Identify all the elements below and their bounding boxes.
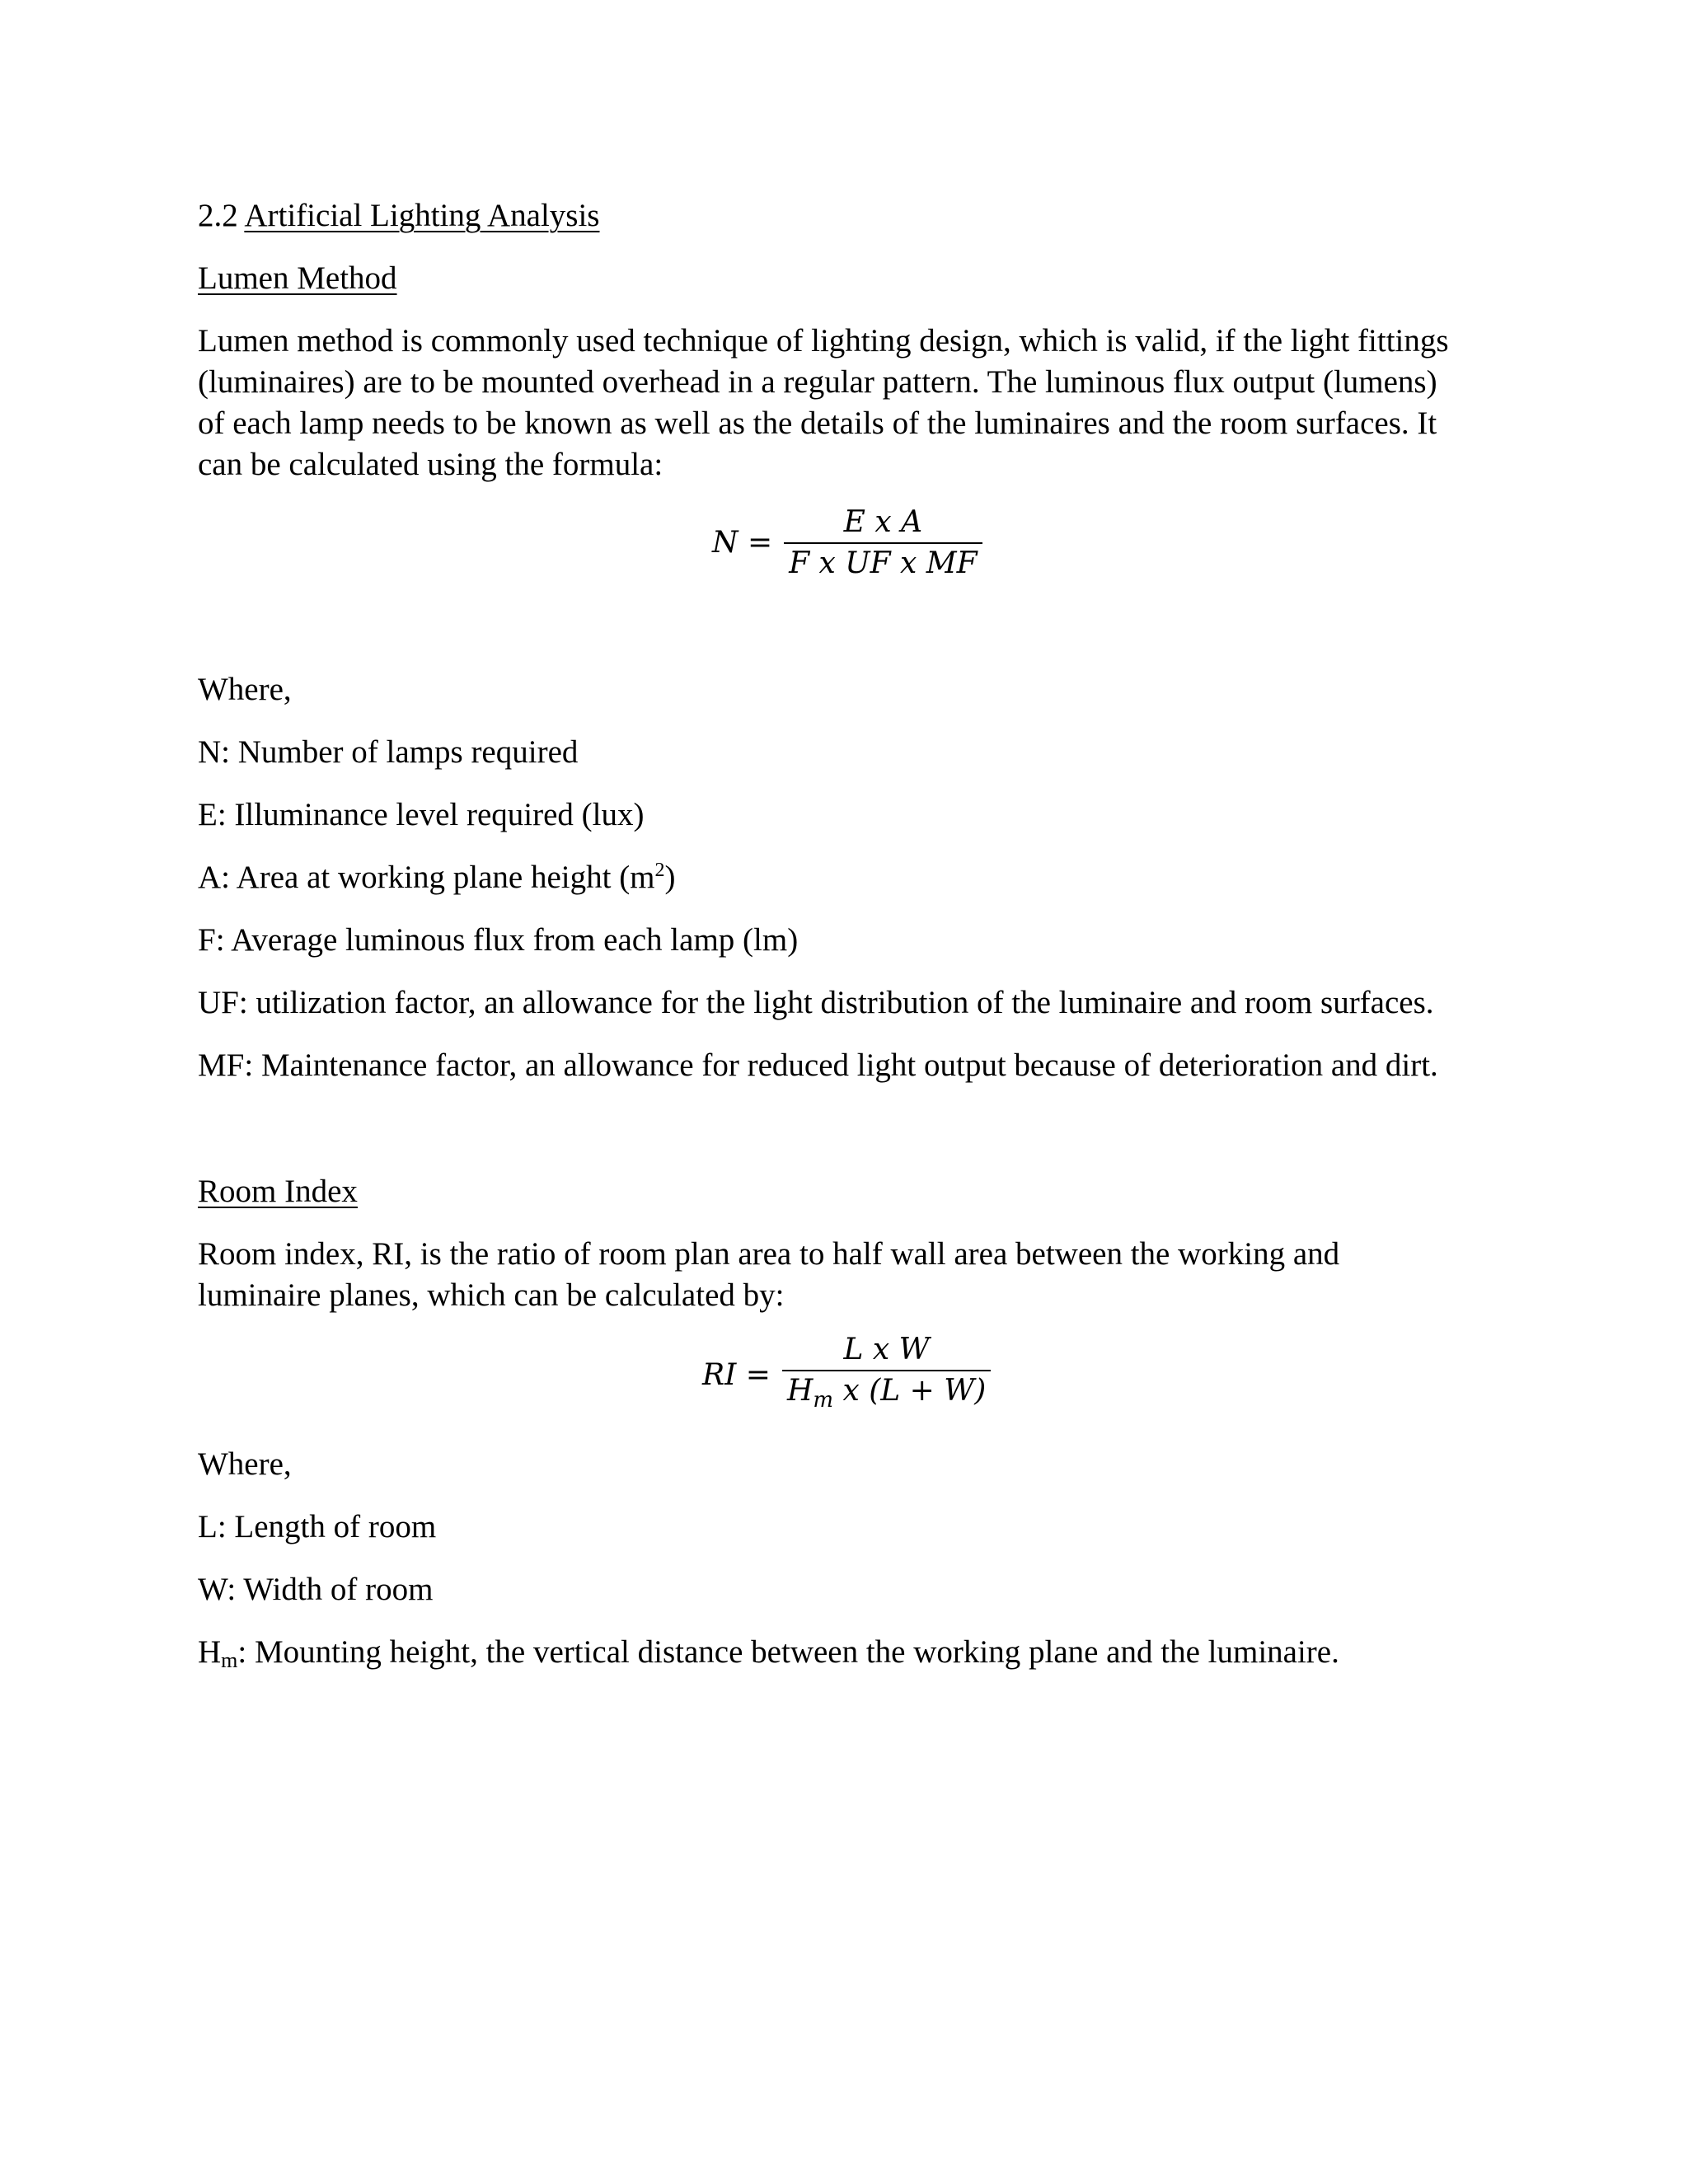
definition-uf: UF: utilization factor, an allowance for the light distribution of the luminaire and room surfaces. [198,985,1434,1020]
formula-lhs: N = [712,526,773,560]
paragraph-line: Lumen method is commonly used technique of lighting design, which is valid, if the light fittings [198,323,1449,359]
formula-lhs: RI = [702,1357,771,1392]
section-title-text: Artificial Lighting Analysis [244,198,600,233]
lumen-method-heading: Lumen Method [198,260,397,296]
room-index-heading: Room Index [198,1174,358,1209]
formula-fraction [782,1330,991,1420]
definition-f: F: Average luminous flux from each lamp (lm) [198,922,799,958]
section-number: 2.2 [198,198,238,233]
definition-mf: MF: Maintenance factor, an allowance for reduced light output because of deterioration and dirt. [198,1047,1438,1083]
paragraph-line: (luminaires) are to be mounted overhead in a regular pattern. The luminous flux output (lumens) [198,364,1437,400]
definition-e: E: Illuminance level required (lux) [198,797,645,832]
where-label: Where, [198,1446,292,1482]
definition-a [198,857,676,898]
definition-n: N: Number of lamps required [198,734,579,770]
den-subscript-m: m [813,1388,833,1413]
definition-a-close: ) [664,860,676,895]
hm-subscript: m [221,1648,238,1672]
lumen-method-paragraph [198,321,1500,485]
room-index-paragraph [198,1234,1500,1316]
paragraph-line: of each lamp needs to be known as well as the details of the luminaires and the room surfaces. It [198,405,1437,441]
where-label: Where, [198,672,292,707]
superscript-2: 2 [654,860,665,881]
definition-hm [198,1632,1339,1673]
paragraph-line: can be calculated using the formula: [198,447,663,482]
paragraph-line: Room index, RI, is the ratio of room plan area to half wall area between the working and [198,1236,1340,1272]
lumen-formula [712,503,982,583]
definition-l: L: Length of room [198,1509,437,1544]
definition-a-text: A: Area at working plane height (m [198,860,655,895]
section-title [198,195,599,237]
formula-denominator: F x UF x MF [789,546,978,580]
room-index-formula [702,1330,991,1420]
den-h: H [786,1374,814,1408]
formula-numerator: E x A [843,505,923,539]
formula-denominator [782,1371,991,1420]
formula-numerator: L x W [843,1333,930,1366]
definition-w: W: Width of room [198,1572,434,1607]
den-rest: x (L + W) [833,1374,987,1408]
hm-letter: H [198,1634,222,1670]
paragraph-line: luminaire planes, which can be calculated by: [198,1277,785,1313]
hm-text: : Mounting height, the vertical distance between the working plane and the luminaire. [237,1634,1339,1670]
formula-fraction [784,503,982,583]
